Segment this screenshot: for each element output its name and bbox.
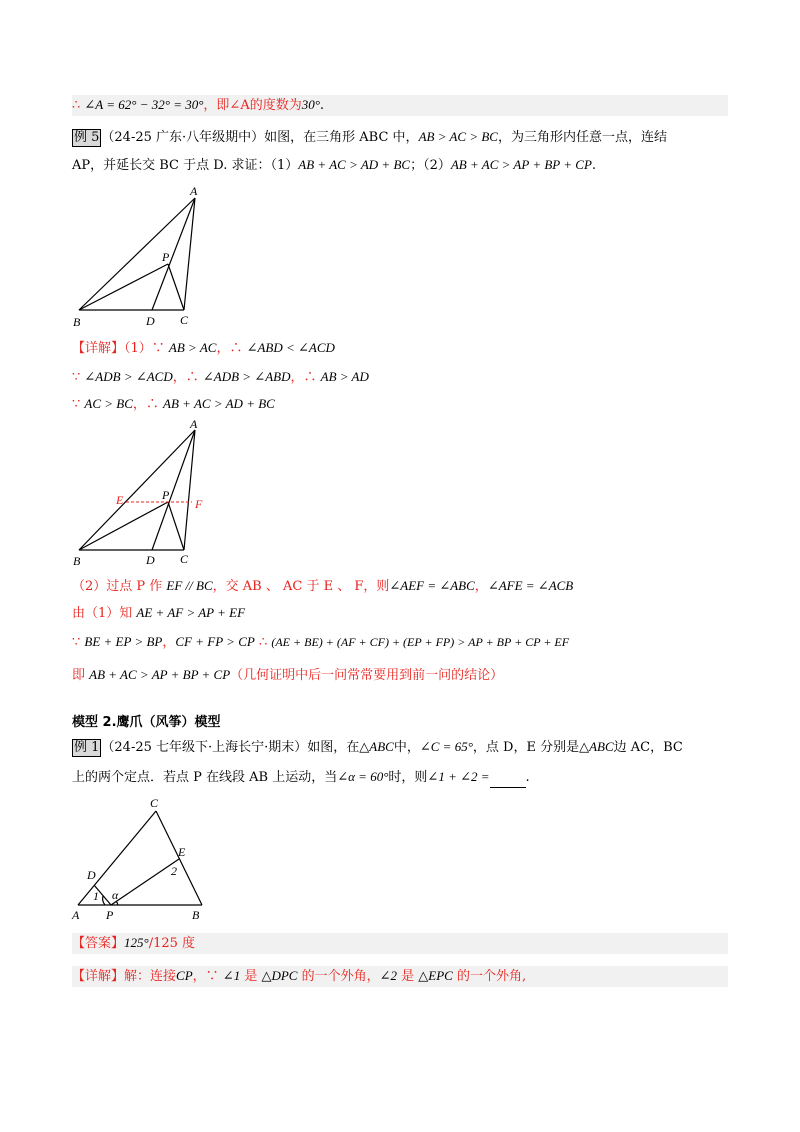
label-C: C — [180, 313, 189, 327]
label-P: P — [162, 488, 170, 502]
label-E: E — [116, 493, 124, 507]
label-P: P — [106, 908, 114, 922]
example5-line1: 例 5 （24-25 广东·八年级期中）如图，在三角形 ABC 中，AB > AC > BC，为三角形内任意一点，连结 — [74, 129, 667, 145]
label-D: D — [87, 868, 96, 882]
example5-line2: AP，并延长交 BC 于点 D. 求证：（1）AB + AC > AD + BC；（2）AB + AC > AP + BP + CP. — [72, 157, 597, 173]
triangle-figure-2 — [70, 420, 220, 570]
label-E: E — [178, 845, 186, 859]
answer-blank — [490, 775, 526, 788]
label-D: D — [146, 314, 155, 328]
label-B: B — [192, 908, 200, 922]
label-A: A — [72, 908, 80, 922]
solution2-line2: 由（1）知 AE + AF > AP + EF — [72, 605, 246, 621]
solution-line3: ∵ AC > BC，∴ AB + AC > AD + BC — [72, 396, 275, 412]
solution-line1: 【详解】（1）∵ AB > AC，∴ ∠ABD < ∠ACD — [72, 340, 335, 356]
model-heading: 模型 2.鹰爪（风筝）模型 — [72, 715, 221, 730]
solution2-line3: ∵ BE + EP > BP，CF + FP > CP ∴ (AE + BE) + (AF + CF) + (EP + FP) > AP + BP + CP + EF — [72, 634, 570, 650]
label-angle-1: 1 — [93, 889, 99, 903]
label-C: C — [150, 796, 159, 810]
label-B: B — [73, 315, 81, 329]
example1-line1: 例 1 （24-25 七年级下·上海长宁·期末）如图，在△ABC中，∠C = 65°，点 D，E 分别是△ABC边 AC，BC — [74, 739, 683, 755]
solution-line2: ∵ ∠ADB > ∠ACD，∴ ∠ADB > ∠ABD，∴ AB > AD — [72, 369, 369, 385]
solution2-line4: 即 AB + AC > AP + BP + CP（几何证明中后一问常常要用到前一问的结论） — [72, 667, 504, 683]
label-B: B — [73, 554, 81, 568]
angle-equation: ∠A = 62° − 32° = 30° — [84, 97, 204, 112]
solution2-line1: （2）过点 P 作 EF // BC，交 AB 、 AC 于 E 、 F，则∠AEF = ∠ABC，∠AFE = ∠ACB — [72, 578, 574, 594]
example-tag: 例 1 — [74, 740, 100, 755]
label-F: F — [195, 497, 203, 511]
kite-triangle-figure — [70, 795, 220, 925]
answer-line: 【答案】125°/125 度 — [72, 933, 728, 954]
label-alpha: α — [112, 888, 119, 902]
label-A: A — [190, 420, 198, 431]
example-tag: 例 5 — [74, 130, 100, 145]
label-P: P — [162, 250, 170, 264]
label-D: D — [146, 553, 155, 567]
label-A: A — [190, 184, 198, 198]
triangle-figure-1 — [70, 182, 210, 332]
answer-value: 125° — [124, 935, 149, 950]
label-angle-2: 2 — [171, 864, 177, 878]
label-C: C — [180, 552, 189, 566]
conclusion-line: ∴ ∠A = 62° − 32° = 30°，即∠A的度数为30°. — [72, 95, 728, 116]
example1-line2: 上的两个定点．若点 P 在线段 AB 上运动，当∠α = 60°时，则∠1 + ∠2 = . — [72, 767, 728, 788]
detail-line: 【详解】解：连接CP，∵ ∠1 是 △DPC 的一个外角，∠2 是 △EPC 的一个外角, — [72, 966, 728, 987]
